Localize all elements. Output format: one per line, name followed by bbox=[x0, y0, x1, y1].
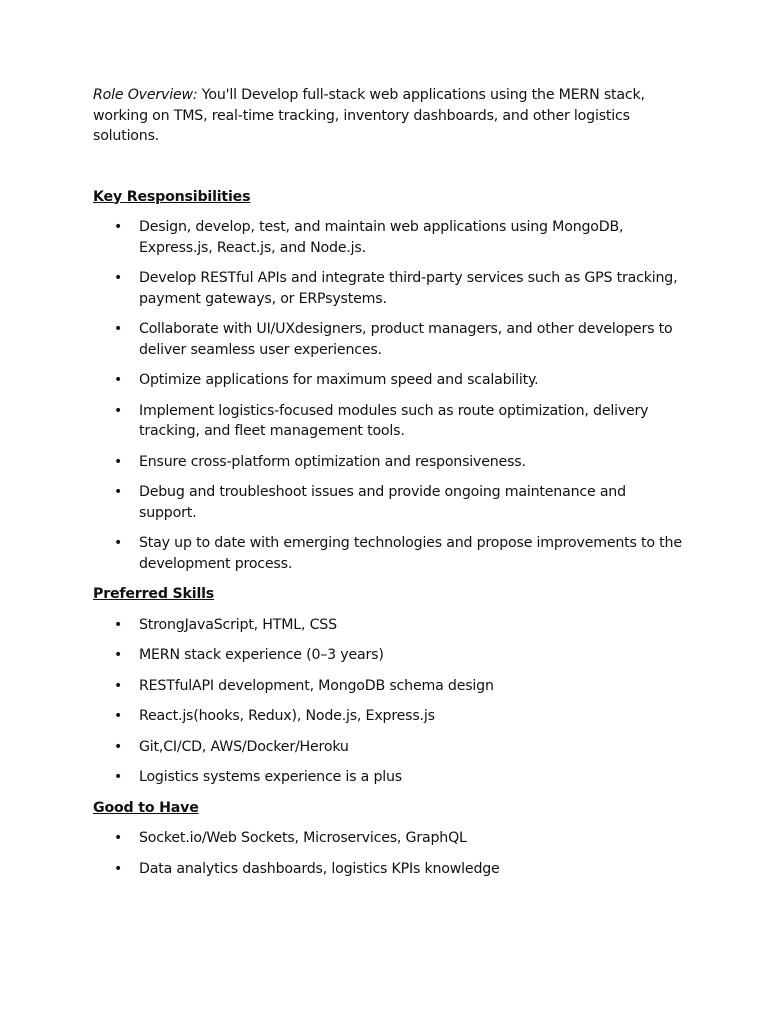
bullet-icon: • bbox=[114, 616, 123, 633]
list-item-text: Socket.io/Web Sockets, Microservices, GraphQL bbox=[139, 830, 467, 846]
list-item bbox=[93, 217, 683, 258]
role-overview-label: Role Overview: bbox=[93, 87, 198, 103]
list-item-text: Design, develop, test, and maintain web applications using MongoDB, Express.js, React.js, and Node.js. bbox=[139, 219, 624, 256]
key-responsibilities-list bbox=[93, 217, 683, 574]
list-item-text: Optimize applications for maximum speed and scalability. bbox=[139, 372, 539, 388]
list-item-text: Collaborate with UI/UXdesigners, product managers, and other developers to deliver seamless user experiences. bbox=[139, 321, 673, 358]
bullet-icon: • bbox=[114, 321, 123, 337]
bullet-icon: • bbox=[114, 453, 123, 470]
bullet-icon: • bbox=[114, 708, 123, 724]
bullet-icon: • bbox=[114, 738, 123, 755]
list-item bbox=[93, 737, 683, 758]
key-responsibilities-heading: Key Responsibilities bbox=[93, 188, 251, 205]
list-item-text: MERN stack experience (0–3 years) bbox=[139, 647, 384, 663]
bullet-icon: • bbox=[114, 402, 123, 419]
list-item-text: Develop RESTful APIs and integrate third-party services such as GPS tracking, payment gateways, or ERPsystems. bbox=[139, 270, 678, 307]
list-item bbox=[93, 482, 683, 523]
preferred-skills-heading: Preferred Skills bbox=[93, 586, 215, 602]
preferred-skills-list bbox=[93, 615, 683, 788]
bullet-icon: • bbox=[114, 484, 123, 500]
bullet-icon: • bbox=[114, 677, 123, 694]
list-item bbox=[93, 706, 683, 727]
list-item bbox=[93, 268, 683, 309]
list-item-text: Git,CI/CD, AWS/Docker/Heroku bbox=[139, 738, 349, 755]
list-item-text: Implement logistics-focused modules such as route optimization, delivery tracking, and fleet management tools. bbox=[139, 402, 649, 439]
bullet-icon: • bbox=[114, 219, 123, 235]
list-item bbox=[93, 370, 683, 391]
bullet-icon: • bbox=[114, 270, 123, 286]
list-item bbox=[93, 859, 683, 880]
bullet-icon: • bbox=[114, 860, 123, 877]
list-item bbox=[93, 401, 683, 442]
list-item bbox=[93, 828, 683, 849]
list-item-text: Data analytics dashboards, logistics KPIs knowledge bbox=[139, 860, 500, 877]
list-item bbox=[93, 767, 683, 788]
good-to-have-list bbox=[93, 828, 683, 879]
list-item bbox=[93, 645, 683, 666]
bullet-icon: • bbox=[114, 535, 123, 551]
list-item bbox=[93, 615, 683, 636]
list-item-text: Debug and troubleshoot issues and provide ongoing maintenance and support. bbox=[139, 484, 626, 521]
list-item bbox=[93, 676, 683, 697]
list-item bbox=[93, 452, 683, 473]
document-page bbox=[93, 85, 683, 889]
good-to-have-heading: Good to Have bbox=[93, 799, 199, 816]
list-item-text: RESTfulAPI development, MongoDB schema design bbox=[139, 677, 494, 694]
list-item-text: React.js(hooks, Redux), Node.js, Express.js bbox=[139, 708, 435, 724]
bullet-icon: • bbox=[114, 647, 123, 663]
role-overview-text: You'll Develop full-stack web applications using the MERN stack, working on TMS, real-time tracking, inventory dashboards, and other logistics solutions. bbox=[93, 87, 645, 144]
bullet-icon: • bbox=[114, 830, 123, 846]
role-overview bbox=[93, 85, 683, 147]
list-item-text: Stay up to date with emerging technologies and propose improvements to the development process. bbox=[139, 535, 682, 572]
list-item-text: StrongJavaScript, HTML, CSS bbox=[139, 616, 337, 633]
list-item-text: Logistics systems experience is a plus bbox=[139, 769, 402, 785]
list-item bbox=[93, 319, 683, 360]
bullet-icon: • bbox=[114, 769, 123, 785]
list-item bbox=[93, 533, 683, 574]
bullet-icon: • bbox=[114, 372, 123, 388]
list-item-text: Ensure cross-platform optimization and responsiveness. bbox=[139, 453, 526, 470]
